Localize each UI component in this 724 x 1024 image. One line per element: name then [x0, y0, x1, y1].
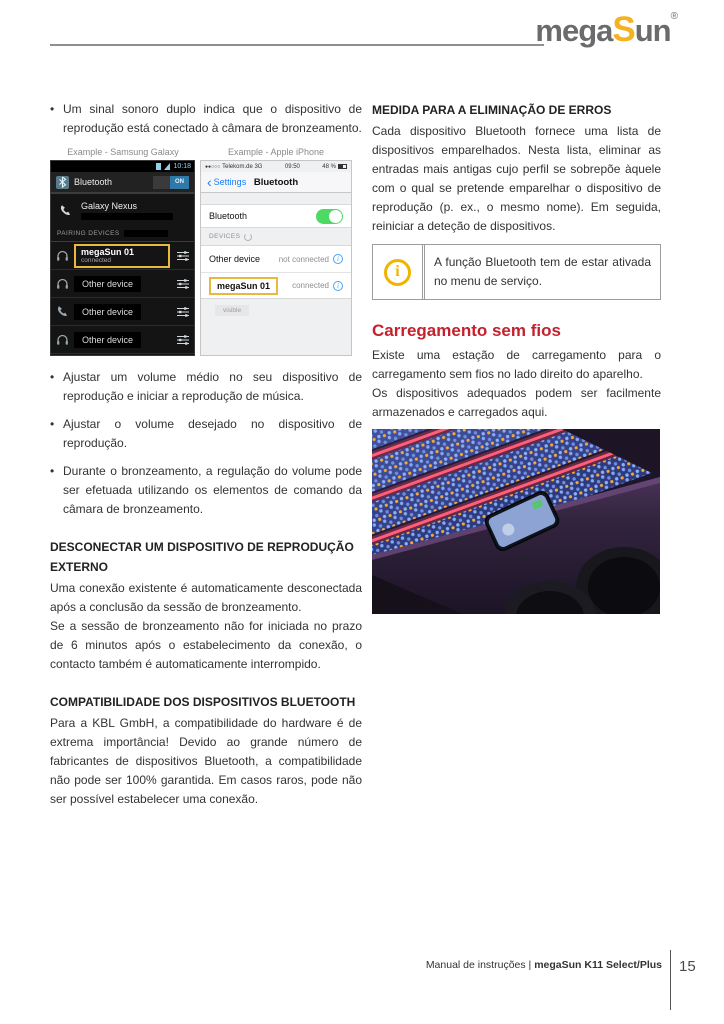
paragraph: Uma conexão existente é automaticamente desconectada após a conclusão da sessão de bronzeamento. — [50, 581, 362, 614]
section-title-errors: MEDIDA PARA A ELIMINAÇÃO DE ERROS — [372, 103, 612, 117]
caption-samsung: Example - Samsung Galaxy — [67, 147, 179, 157]
sliders-icon — [177, 278, 189, 290]
spinner-icon — [244, 233, 252, 241]
section-title-disconnect: DESCONECTAR UM DISPOSITIVO DE REPRODUÇÃO EXTERNO — [50, 540, 354, 574]
intro-bullet-list — [50, 100, 362, 138]
sliders-icon — [177, 306, 189, 318]
device-list — [201, 245, 351, 299]
back-label: Settings — [213, 177, 247, 187]
info-note-text: A função Bluetooth tem de estar ativada no menu de serviço. — [434, 255, 651, 288]
instruction-bullet-list — [50, 368, 362, 519]
header-rule — [50, 44, 544, 46]
bullet-item: • Ajustar o volume desejado no dispositivo de reprodução. — [50, 415, 362, 453]
devices-label: DEVICES — [209, 233, 241, 240]
right-column — [372, 100, 661, 614]
footer-text — [50, 959, 662, 971]
samsung-screen-title: Bluetooth — [74, 177, 113, 187]
caption-row — [50, 147, 362, 157]
bullet-item: • Durante o bronzeamento, a regulação do volume pode ser efetuada utilizando os elementos de comando da câmara de bronzeamento. — [50, 462, 362, 519]
iphone-screenshot — [200, 160, 352, 356]
redacted-bar — [81, 213, 173, 220]
footer-prefix: Manual de instruções | — [425, 959, 535, 971]
bluetooth-row-label: Bluetooth — [209, 211, 248, 221]
phone-screenshots — [50, 160, 362, 356]
bullet-item: • Ajustar um volume médio no seu dispositivo de reprodução e iniciar a reprodução de música. — [50, 368, 362, 406]
bluetooth-icon — [56, 176, 69, 189]
headphones-icon — [56, 277, 69, 290]
battery-icon — [338, 164, 347, 169]
device-name: Other device — [74, 276, 141, 292]
visible-label: visible — [215, 305, 249, 316]
samsung-header — [51, 172, 194, 194]
phone-icon — [56, 305, 69, 318]
samsung-status-bar — [51, 161, 194, 172]
device-name: Other device — [74, 304, 141, 320]
own-device-info — [81, 201, 173, 220]
device-status: connected — [81, 256, 111, 264]
paired-device-highlight — [74, 244, 170, 268]
carrier-label: Telekom.de 3G — [222, 163, 263, 170]
page-number: 15 — [679, 958, 696, 975]
logo-text-un: un — [634, 13, 671, 48]
logo-text-s: S — [612, 10, 635, 49]
device-row — [201, 272, 351, 298]
toggle-track — [153, 176, 170, 189]
chevron-left-icon: ‹ — [207, 173, 212, 190]
device-name: Other device — [209, 254, 261, 264]
device-row — [51, 270, 194, 298]
footer-product: megaSun K11 Select/Plus — [534, 959, 662, 971]
signal-icon — [164, 163, 170, 170]
device-status: not connected — [278, 254, 329, 264]
registered-mark: ® — [670, 11, 678, 22]
device-name: megaSun 01 — [81, 246, 135, 257]
paragraph: Os dispositivos adequados podem ser facilmente armazenados e carregados aqui. — [372, 386, 661, 419]
info-icon: i — [333, 281, 343, 291]
left-column — [50, 100, 362, 809]
headphones-icon — [56, 333, 69, 346]
sliders-icon — [177, 334, 189, 346]
battery-icon — [156, 163, 161, 170]
section-title-compatibility: COMPATIBILIDADE DOS DISPOSITIVOS BLUETOOTH — [50, 695, 356, 709]
pairing-label: PAIRING DEVICES — [57, 230, 120, 237]
device-name: Other device — [74, 332, 141, 348]
caption-iphone: Example - Apple iPhone — [227, 147, 325, 157]
clock: 10:18 — [173, 163, 191, 170]
battery-percent: 48 % — [322, 163, 336, 170]
device-row — [51, 298, 194, 326]
device-row — [201, 246, 351, 272]
paragraph: Existe uma estação de carregamento para o carregamento sem fios no lado direito do aparelho. — [372, 348, 661, 381]
sliders-icon — [177, 250, 189, 262]
megasun-logo — [535, 12, 678, 47]
own-device-row — [51, 194, 194, 226]
bullet-item: • Um sinal sonoro duplo indica que o dispositivo de reprodução está conectado à câmara de bronzeamento. — [50, 100, 362, 138]
device-row — [51, 326, 194, 354]
headphones-icon — [56, 249, 69, 262]
info-note-box — [372, 244, 661, 300]
footer-divider — [670, 950, 671, 1010]
iphone-nav-bar — [201, 172, 351, 193]
signal-dots: ●●○○○ — [205, 163, 221, 170]
wireless-charging-photo — [372, 429, 660, 614]
device-status: connected — [292, 281, 329, 290]
bluetooth-toggle — [153, 176, 189, 189]
info-icon: i — [333, 254, 343, 264]
devices-section-header — [201, 228, 351, 245]
device-row — [51, 242, 194, 270]
bluetooth-switch-row — [201, 204, 351, 228]
info-icon: i — [384, 259, 411, 286]
pairing-section-header — [51, 226, 194, 242]
paragraph: Cada dispositivo Bluetooth fornece uma lista de dispositivos emparelhados. Nesta lista, eliminar as entradas mais antigas cujo perfil se sobrepõe àquele com o qual se pretende emparelhar o dispositivo de reprodução (p. ex., o mesmo nome). Em seguida, reiniciar a deteção de dispositivos. — [372, 124, 661, 233]
section-title-wireless-charging: Carregamento sem fios — [372, 321, 561, 340]
toggle-on-label: ON — [170, 176, 189, 189]
logo-text-mega: mega — [535, 13, 613, 48]
info-icon-cell — [373, 245, 425, 299]
iphone-screen-title: Bluetooth — [253, 176, 299, 188]
device-name-highlighted: megaSun 01 — [209, 277, 278, 295]
paragraph: Para a KBL GmbH, a compatibilidade do hardware é de extrema importância! Devido ao grande número de fabricantes de dispositivos Bluetooth, a compatibilidade não pode ser 100% garantida. Em casos raros, pode não ser possível estabelecer uma conexão. — [50, 716, 362, 806]
bluetooth-toggle — [316, 209, 343, 224]
samsung-screenshot — [50, 160, 195, 356]
paragraph: Se a sessão de bronzeamento não for iniciada no prazo de 6 minutos após o estabelecimento da conexão, o contacto também é automaticamente interrompido. — [50, 619, 362, 671]
phone-icon — [59, 204, 72, 217]
iphone-status-bar — [201, 161, 351, 172]
clock: 09:50 — [284, 163, 300, 170]
own-device-name: Galaxy Nexus — [81, 200, 138, 211]
redacted-bar — [124, 230, 168, 237]
